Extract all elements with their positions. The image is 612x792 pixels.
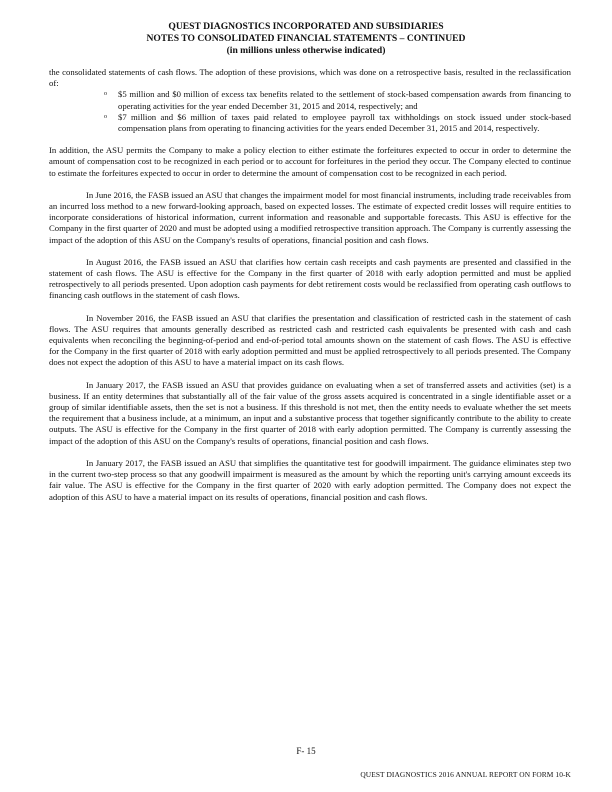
bullet-icon: o (104, 113, 107, 120)
list-item-text: $5 million and $0 million of excess tax benefits related to the settlement of stock-based compensation awards from financing to operating activities for the year ended December 31, 2015 and 2014, respectively; and (118, 89, 571, 111)
units-note: (in millions unless otherwise indicated) (226, 45, 386, 56)
page-header (0, 21, 612, 57)
page-footer: QUEST DIAGNOSTICS 2016 ANNUAL REPORT ON FORM 10-K (360, 770, 571, 779)
reclassification-list (49, 89, 571, 134)
list-item (49, 89, 571, 111)
list-item (49, 112, 571, 134)
company-name: QUEST DIAGNOSTICS INCORPORATED AND SUBSIDIARIES (168, 21, 444, 32)
goodwill-impairment-asu-paragraph: In January 2017, the FASB issued an ASU that simplifies the quantitative test for goodwill impairment. The guidance eliminates step two in the current two-step process so that any goodwill impairment is measured as the amount by which the reporting unit's carrying amount exceeds its fair value. The ASU is effective for the Company in the first quarter of 2020 with early adoption permitted. The Company does not expect the adoption of this ASU to have a material impact on its results of operations, financial position and cash flows. (49, 457, 571, 502)
cash-flow-classification-asu-paragraph: In August 2016, the FASB issued an ASU that clarifies how certain cash receipts and cash payments are presented and classified in the statement of cash flows. The ASU is effective for the Company in the first quarter of 2018 with early adoption permitted and must be applied retrospectively to all periods presented. Upon adoption cash payments for debt retirement costs would be reclassified from operating cash outflows to financing cash outflows in the statement of cash flows. (49, 256, 571, 301)
business-definition-asu-paragraph: In January 2017, the FASB issued an ASU that provides guidance on evaluating when a set of transferred assets and activities (set) is a business. If an entity determines that substantially all of the fair value of the gross assets acquired is concentrated in a single identifiable asset or a group of similar identifiable assets, then the set is not a business. If this threshold is not met, then the entity needs to evaluate whether the set meets the requirement that a business include, at a minimum, an input and a substantive process that together significantly contribute to the ability to create outputs. The ASU is effective for the Company in the first quarter of 2018 with early adoption permitted. The Company is currently assessing the impact of the adoption of this ASU on the Company's results of operations, financial position and cash flows. (49, 379, 571, 446)
list-item-text: $7 million and $6 million of taxes paid related to employee payroll tax withholdings on stock issued under stock-based compensation plans from operating to financing activities for the years ended December 31, 2015 and 2014, respectively. (118, 111, 571, 134)
restricted-cash-asu-paragraph: In November 2016, the FASB issued an ASU that clarifies the presentation and classification of restricted cash in the statement of cash flows. The ASU requires that amounts generally described as restricted cash and restricted cash equivalents be presented with cash and cash equivalents when reconciling the beginning-of-period and end-of-period total amounts shown on the statement of cash flows. The ASU is effective for the Company in the first quarter of 2018 with early adoption permitted and must be applied retrospectively to all periods presented. The Company does not expect the adoption of this ASU to have a material impact on its cash flows. (49, 312, 571, 368)
page-number: F- 15 (296, 746, 316, 756)
section-title: NOTES TO CONSOLIDATED FINANCIAL STATEMENTS – CONTINUED (146, 33, 466, 44)
credit-losses-asu-paragraph: In June 2016, the FASB issued an ASU that changes the impairment model for most financial instruments, including trade receivables from an incurred loss method to a new forward-looking approach, based on expected losses. The estimate of expected credit losses will require entities to incorporate considerations of historical information, current information and reasonable and supportable forecasts. This ASU is effective for the Company in the first quarter of 2020 and must be adopted using a modified retrospective transition approach. The Company is currently assessing the impact of the adoption of this ASU on the Company's results of operations, financial position and cash flows. (49, 189, 571, 245)
forfeiture-policy-paragraph: In addition, the ASU permits the Company to make a policy election to either estimate the forfeitures expected to occur in order to determine the amount of compensation cost to be recognized in each period or to account for forfeitures in the period they occur. The Company elected to continue to estimate the forfeitures expected to occur in order to determine the amount of compensation cost to be recognized in each period. (49, 145, 571, 178)
bullet-icon: o (104, 91, 107, 98)
intro-paragraph: the consolidated statements of cash flows. The adoption of these provisions, which was done on a retrospective basis, resulted in the reclassification of: (49, 67, 571, 89)
document-body (49, 67, 571, 514)
